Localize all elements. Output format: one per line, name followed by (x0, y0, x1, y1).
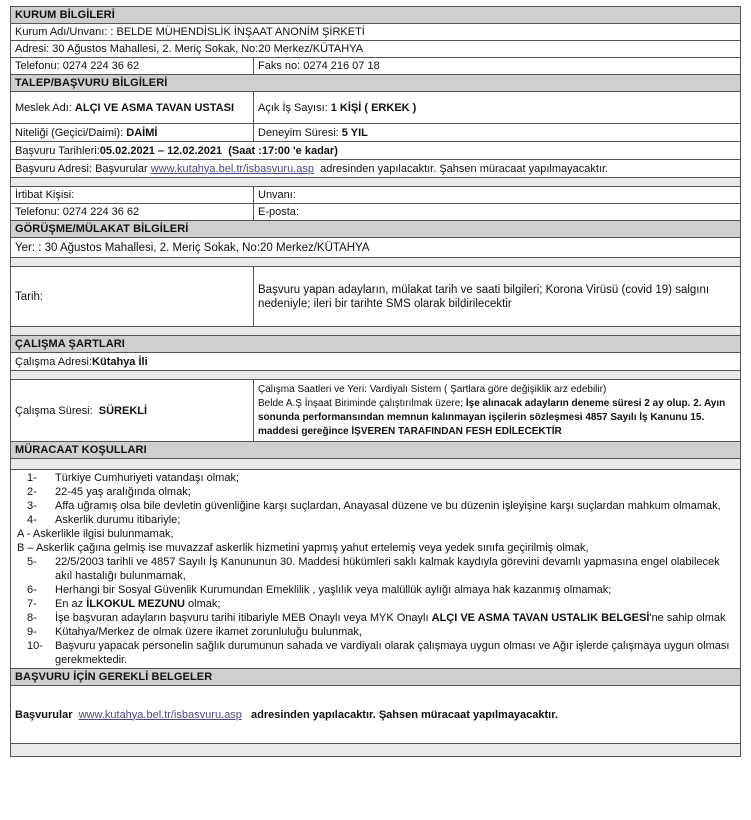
section-header-gorusme: GÖRÜŞME/MÜLAKAT BİLGİLERİ (11, 221, 741, 238)
meslek-adi (11, 92, 254, 124)
basvuru-adresi (11, 160, 741, 178)
list-item: 9- Kütahya/Merkez de olmak üzere ikamet zorunluluğu bulunmak, (27, 626, 362, 638)
spacer-row (11, 744, 741, 757)
calisma-adres-value: Kütahya İli (92, 355, 148, 368)
list-item: 2- 22-45 yaş aralığında olmak; (27, 486, 191, 498)
calisma-deneme (258, 397, 736, 439)
list-item: A - Askerlikle ilgisi bulunmamak, (17, 528, 174, 540)
section-header-kurum: KURUM BİLGİLERİ (11, 7, 741, 24)
meslek-value: ALÇI VE ASMA TAVAN USTASI (74, 101, 235, 114)
calisma-suresi (11, 380, 254, 442)
irtibat-telefon: Telefonu: 0274 224 36 62 (11, 204, 254, 221)
adres-suffix: adresinden yapılacaktır. Şahsen müracaat yapılmayacaktır. (320, 162, 609, 175)
gorusme-yer: Yer: : 30 Ağustos Mahallesi, 2. Meriç Sokak, No:20 Merkez/KÜTAHYA (11, 238, 741, 258)
irtibat-unvani: Unvanı: (254, 187, 741, 204)
calisma-adres-label: Çalışma Adresi: (15, 355, 93, 368)
calisma-sure-value: SÜREKLİ (98, 404, 148, 417)
spacer-row (11, 258, 741, 267)
deneyim-label: Deneyim Süresi: (258, 126, 339, 139)
job-posting-form-table (10, 6, 741, 757)
list-item: 7- En az İLKOKUL MEZUNU olmak; (27, 598, 221, 610)
deneyim-value: 5 YIL (341, 126, 368, 139)
irtibat-eposta: E-posta: (254, 204, 741, 221)
tarih-value: 05.02.2021 – 12.02.2021 (99, 144, 223, 157)
list-item: 6- Herhangi bir Sosyal Güvenlik Kurumundan Emeklilik , yaşlılık veya malüllük aylığı almaya hak kazanmış olmamak; (27, 584, 612, 596)
section-header-calisma: ÇALIŞMA ŞARTLARI (11, 336, 741, 353)
irtibat-kisisi: İrtibat Kişisi: (11, 187, 254, 204)
acik-value: 1 KİŞİ ( ERKEK ) (330, 101, 417, 114)
spacer-row (11, 178, 741, 187)
nitelik-label: Niteliği (Geçici/Daimi): (15, 126, 124, 139)
kurum-unvan: Kurum Adı/Unvanı: : BELDE MÜHENDİSLİK İNŞAAT ANONİM ŞİRKETİ (11, 24, 741, 41)
calisma-sure-label: Çalışma Süresi: (15, 404, 93, 417)
spacer-row (11, 327, 741, 336)
nitelik (11, 124, 254, 142)
list-item: 10- Başvuru yapacak personelin sağlık durumunun sahada ve vardiyalı olarak çalışmaya uygun olması ve Ağır işlerde çalışmaya uygun olması gerekmektedir. (27, 640, 730, 666)
list-item: 1- Türkiye Cumhuriyeti vatandaşı olmak; (27, 472, 240, 484)
tarih-label: Başvuru Tarihleri: (15, 144, 100, 157)
spacer-row (11, 459, 741, 470)
spacer-row (11, 371, 741, 380)
kurum-faks: Faks no: 0274 216 07 18 (254, 58, 741, 75)
belgeler-suffix: adresinden yapılacaktır. Şahsen müracaat yapılmayacaktır. (251, 708, 558, 721)
calisma-deneme-bold: İşe alınacak adayların deneme süresi 2 ay olup. 2. Ayın sonunda performansından memnun kalınmayan işçilerin sözleşmesi 4857 Sayılı İş Kanunu 15. maddesi gereğince İŞVEREN TARAFINDAN FESH EDİLECEKTİR (258, 397, 726, 437)
calisma-birim: Belde A.Ş İnşaat Biriminde çalıştırılmak üzere; (258, 397, 464, 409)
muracaat-list (11, 470, 741, 669)
acik-is-sayisi (254, 92, 741, 124)
calisma-saatleri: Çalışma Saatleri ve Yeri: Vardiyalı Sistem ( Şartlara göre değişiklik arz edebilir) (258, 383, 607, 395)
list-item: 5- 22/5/2003 tarihli ve 4857 Sayılı İş Kanununun 30. Maddesi hükümleri saklı kalmak kaydıyla görevini devamlı yapmasına engel olabilecek akıl hastalığı bulunmamak, (27, 556, 720, 582)
section-header-belgeler: BAŞVURU İÇİN GEREKLİ BELGELER (11, 669, 741, 686)
kurum-adres: Adresi: 30 Ağustos Mahallesi, 2. Meriç Sokak, No:20 Merkez/KÜTAHYA (11, 41, 741, 58)
basvuru-tarihleri (11, 142, 741, 160)
list-item: 8- İşe başvuran adayların başvuru tarihi itibariyle MEB Onaylı veya MYK Onaylı ALÇI VE ASMA TAVAN USTALIK BELGESİ'ne sahip olmak (27, 612, 726, 624)
belgeler-link[interactable]: www.kutahya.bel.tr/isbasvuru.asp (78, 708, 242, 721)
gorusme-tarih-label: Tarih: (11, 267, 254, 327)
kurum-telefon: Telefonu: 0274 224 36 62 (11, 58, 254, 75)
deneyim (254, 124, 741, 142)
gorusme-tarih-text: Başvuru yapan adayların, mülakat tarih ve saati bilgileri; Korona Virüsü (covid 19) salgını nedeniyle; ileri bir tarihte SMS olarak bildirilecektir (254, 267, 741, 327)
belgeler-text (11, 686, 741, 744)
list-item: 3- Affa uğramış olsa bile devletin güvenliğine karşı suçlardan, Anayasal düzene ve bu düzenin işleyişine karşı suçlardan mahkum olmamak, (27, 500, 721, 512)
section-header-talep: TALEP/BAŞVURU BİLGİLERİ (11, 75, 741, 92)
adres-label: Başvuru Adresi: Başvurular (15, 162, 148, 175)
tarih-saat: (Saat :17:00 'e kadar) (228, 144, 338, 157)
calisma-adresi (11, 353, 741, 371)
acik-label: Açık İş Sayısı: (258, 101, 328, 114)
list-item: B – Askerlik çağına gelmiş ise muvazzaf askerlik hizmetini yapmış yahut ertelemiş veya yedek sınıfa geçirilmiş olmak, (17, 542, 589, 554)
belgeler-prefix: Başvurular (15, 708, 73, 721)
basvuru-link[interactable]: www.kutahya.bel.tr/isbasvuru.asp (150, 162, 314, 175)
section-header-muracaat: MÜRACAAT KOŞULLARI (11, 442, 741, 459)
meslek-label: Meslek Adı: (15, 101, 72, 114)
list-item: 4- Askerlik durumu itibariyle; (27, 514, 181, 526)
calisma-detay (254, 380, 741, 442)
job-posting-document (10, 6, 740, 757)
nitelik-value: DAİMİ (126, 126, 158, 139)
